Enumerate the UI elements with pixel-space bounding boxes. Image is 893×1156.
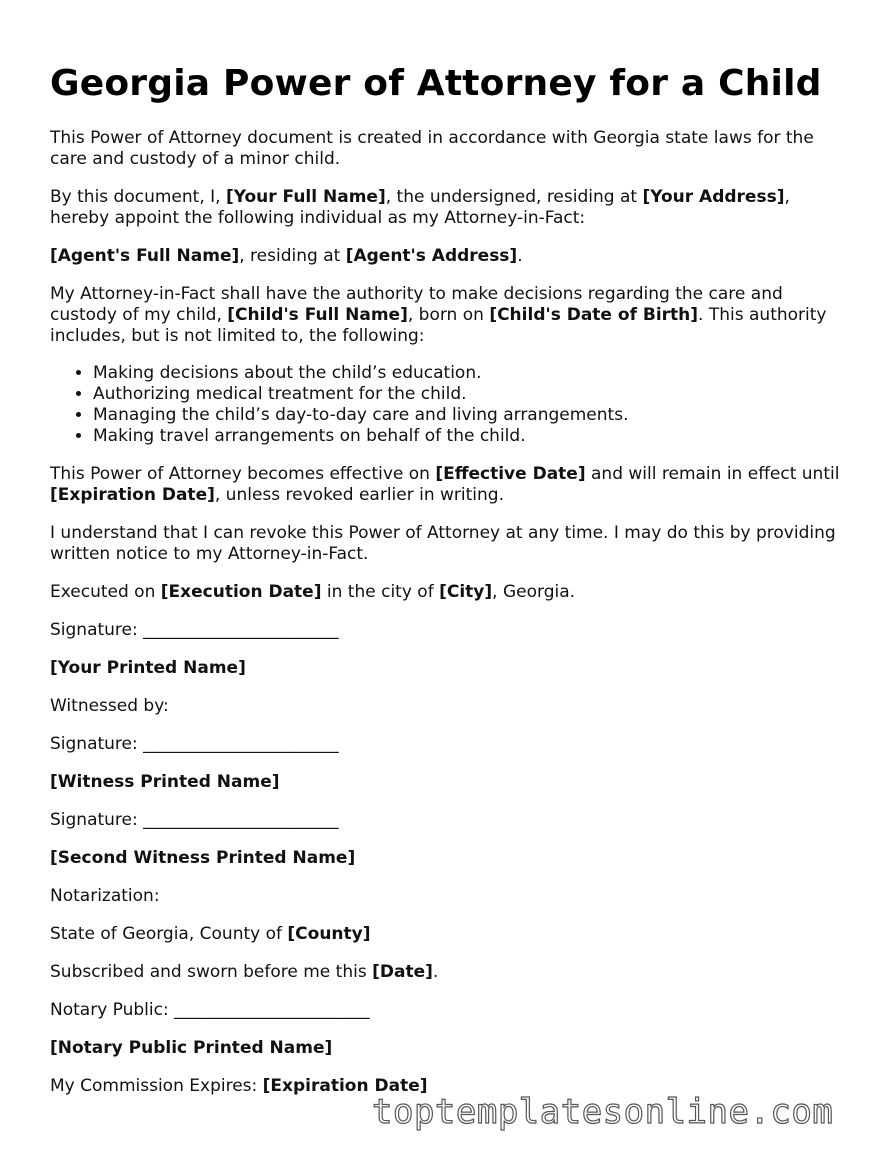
effective-paragraph <box>50 464 850 506</box>
witness-signature-line: Signature: _______________________ <box>50 734 339 754</box>
list-item: • Authorizing medical treatment for the child. <box>93 384 850 405</box>
child-name-placeholder: [Child's Full Name] <box>227 305 408 325</box>
intro-paragraph: This Power of Attorney document is created in accordance with Georgia state laws for the care and custody of a minor child. <box>50 128 814 169</box>
agent-paragraph <box>50 246 850 267</box>
second-witness-signature-line: Signature: _______________________ <box>50 810 339 830</box>
watermark: toptemplatesonline.com <box>372 1092 834 1132</box>
state-county-line <box>50 924 850 945</box>
witnessed-by-label: Witnessed by: <box>50 696 169 716</box>
notary-printed-name-placeholder: [Notary Public Printed Name] <box>50 1038 333 1058</box>
appointment-paragraph <box>50 187 850 229</box>
executed-text-3: , Georgia. <box>492 582 576 602</box>
agent-name-placeholder: [Agent's Full Name] <box>50 246 240 266</box>
appointment-text-1: By this document, I, <box>50 187 226 207</box>
effective-text-3: , unless revoked earlier in writing. <box>214 485 504 505</box>
expiration-date-placeholder: [Expiration Date] <box>50 485 215 505</box>
list-item: • Making decisions about the child’s education. <box>93 363 850 384</box>
agent-address-placeholder: [Agent's Address] <box>345 246 518 266</box>
authority-paragraph <box>50 284 850 347</box>
list-item: • Making travel arrangements on behalf of the child. <box>93 426 850 447</box>
agent-text-2: . <box>517 246 523 266</box>
authority-text-2: , born on <box>407 305 490 325</box>
date-placeholder: [Date] <box>372 962 433 982</box>
notarization-label: Notarization: <box>50 886 160 906</box>
effective-text-2: and will remain in effect until <box>585 464 840 484</box>
child-dob-placeholder: [Child's Date of Birth] <box>489 305 699 325</box>
authority-text-1: My Attorney-in-Fact shall have the authority to make decisions regarding the care and custody of my child, <box>50 284 783 325</box>
witness-printed-name <box>50 772 850 793</box>
second-witness-printed-name <box>50 848 850 869</box>
revoke-paragraph: I understand that I can revoke this Power of Attorney at any time. I may do this by providing written notice to my Attorney-in-Fact. <box>50 523 836 564</box>
county-placeholder: [County] <box>287 924 371 944</box>
subscribed-text-1: Subscribed and sworn before me this <box>50 962 373 982</box>
executed-text-1: Executed on <box>50 582 161 602</box>
powers-list <box>50 363 850 447</box>
your-address-placeholder: [Your Address] <box>642 187 785 207</box>
list-item: • Managing the child’s day-to-day care and living arrangements. <box>93 405 850 426</box>
city-placeholder: [City] <box>439 582 493 602</box>
effective-text-1: This Power of Attorney becomes effective on <box>50 464 436 484</box>
executed-text-2: in the city of <box>321 582 440 602</box>
second-witness-printed-name-placeholder: [Second Witness Printed Name] <box>50 848 356 868</box>
your-printed-name <box>50 658 850 679</box>
notary-printed-name <box>50 1038 850 1059</box>
execution-date-placeholder: [Execution Date] <box>160 582 322 602</box>
document-title: Georgia Power of Attorney for a Child <box>50 63 822 104</box>
commission-expiration-placeholder: [Expiration Date] <box>262 1076 428 1096</box>
authority-text-3: . This authority includes, but is not limited to, the following: <box>50 305 827 346</box>
effective-date-placeholder: [Effective Date] <box>435 464 586 484</box>
appointment-text-2: , the undersigned, residing at <box>385 187 643 207</box>
subscribed-text-2: . <box>432 962 439 982</box>
your-full-name-placeholder: [Your Full Name] <box>225 187 386 207</box>
commission-text: My Commission Expires: <box>50 1076 263 1096</box>
subscribed-line <box>50 962 850 983</box>
state-county-text: State of Georgia, County of <box>50 924 288 944</box>
notary-public-line: Notary Public: _______________________ <box>50 1000 370 1020</box>
appointment-text-3: , hereby appoint the following individual as my Attorney-in-Fact: <box>50 187 790 228</box>
executed-paragraph <box>50 582 850 603</box>
agent-text-1: , residing at <box>239 246 346 266</box>
document-page <box>50 0 850 1097</box>
witness-printed-name-placeholder: [Witness Printed Name] <box>50 772 280 792</box>
principal-signature-line: Signature: _______________________ <box>50 620 339 640</box>
your-printed-name-placeholder: [Your Printed Name] <box>50 658 246 678</box>
